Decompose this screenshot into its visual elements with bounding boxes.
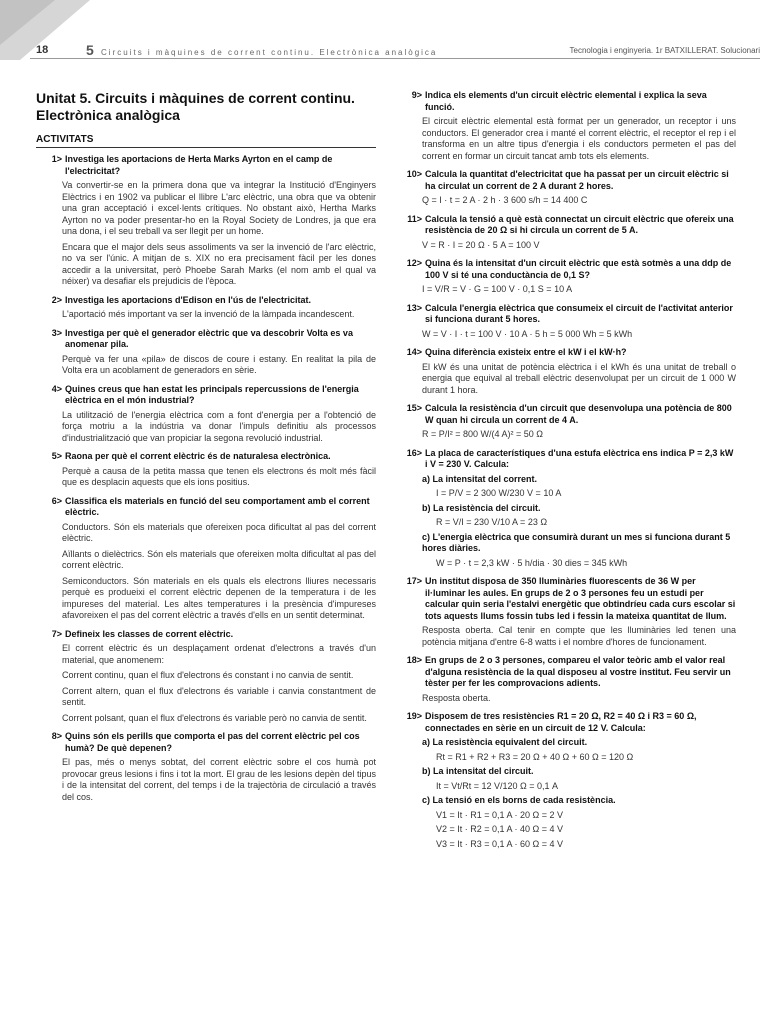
exercise-9 — [396, 90, 736, 162]
page-number: 18 — [36, 44, 49, 56]
exercise-number: 1> — [51, 154, 62, 164]
question — [396, 403, 736, 426]
exercise-number: 12> — [406, 258, 422, 268]
answer-paragraph: Aïllants o dielèctrics. Són els materials que ofereixen molta dificultat al pas del corrent elèctric. — [62, 548, 376, 570]
answer — [62, 410, 376, 445]
answer-paragraph: El pas, més o menys sobtat, del corrent elèctric sobre el cos humà pot provocar greus lesions i fins i tot la mort. El grau de les lesions depèn del tipus i de la intensitat del corrent, del temps i de la trajectòria de circulació a través del cos. — [62, 757, 376, 802]
equation: W = P · t = 2,3 kW · 5 h/dia · 30 dies = 345 kWh — [436, 557, 628, 568]
exercise-17 — [396, 576, 736, 648]
unit-title: Unitat 5. Circuits i màquines de corrent continu. Electrònica analògica — [36, 90, 355, 123]
answer-paragraph: El corrent elèctric és un desplaçament ordenat d'electrons a través d'un material, que anomenem: — [62, 643, 376, 665]
answer-paragraph: Resposta oberta. Cal tenir en compte que les lluminàries led tenen una potència mitjana d'entre 6-8 watts i el nombre d'hores de funcionament. — [422, 625, 736, 647]
equation: W = V · I · t = 100 V · 10 A · 5 h = 5 000 Wh = 5 kWh — [422, 328, 633, 339]
exercise-2 — [36, 295, 376, 321]
question-text: Classifica els materials en funció del seu comportament amb el corrent elèctric. — [65, 495, 370, 517]
exercise-15 — [396, 403, 736, 441]
answer — [422, 116, 736, 162]
question-text: Investiga les aportacions de Herta Marks Ayrton en el camp de l'electricitat? — [65, 154, 333, 176]
sub-question: a) La intensitat del corrent. — [422, 473, 538, 484]
answer-paragraph: El circuit elèctric elemental està format per un generador, un receptor i uns conductors. El generador crea i manté el corrent elèctric, el receptor el rep i el transforma en un altre tipus d'energia i els conductors permeten el pas del corrent en formar un circuit tancat amb tots els elements. — [422, 116, 736, 161]
sub-question: c) La tensió en els borns de cada resistència. — [422, 795, 616, 805]
question-text: Quina diferència existeix entre el kW i el kW·h? — [425, 347, 627, 357]
sub-question: c) L'energia elèctrica que consumirà durant un mes si funciona durant 5 hores diàries. — [422, 531, 731, 553]
exercise-number: 2> — [51, 294, 62, 305]
answer-paragraph: Corrent continu, quan el flux d'electrons és constant i no canvia de sentit. — [62, 670, 354, 680]
answer — [422, 625, 736, 648]
exercise-3 — [36, 328, 376, 377]
answer-paragraph: Va convertir-se en la primera dona que va integrar la Institució d'Enginyers Elèctrics i en 1902 va publicar el llibre L'arc elèctric, una obra que va obtenir una gran acceptació i excel·lents crítiques. No obstant això, Hertha Marks Ayrton no va poder presentar-ho en la Royal Society de Londres, ja que era una dona, i el seu treball va ser llegit per un home. — [62, 180, 376, 236]
exercise-number: 10> — [406, 169, 422, 179]
answer-paragraph: Perquè a causa de la petita massa que tenen els electrons és molt més fàcil que es desplacin aquests que els ions positius. — [62, 465, 376, 487]
answer — [62, 522, 376, 622]
answer-paragraph: La utilització de l'energia elèctrica com a font d'energia per a l'obtenció de força motriu a la indústria va donar l'impuls definitiu als processos d'industrialització que van propiciar la segona revolució industrial. — [62, 409, 376, 443]
question-text: Calcula l'energia elèctrica que consumeix el circuit de l'activitat anterior si funciona durant 5 hores. — [425, 302, 733, 324]
exercise-number: 18> — [406, 655, 422, 665]
question-text: Disposem de tres resistències R1 = 20 Ω, R2 = 40 Ω i R3 = 60 Ω, connectades en sèrie en un circuit de 12 V. Calcula: — [425, 711, 697, 733]
chapter-title: Circuits i màquines de corrent continu. Electrònica analògica — [101, 48, 438, 57]
exercise-11 — [396, 214, 736, 252]
answer-paragraph: Conductors. Són els materials que ofereixen poca dificultat al pas del corrent elèctric. — [62, 521, 376, 543]
question — [396, 576, 736, 622]
question-text: Calcula la quantitat d'electricitat que ha passat per un circuit elèctric si ha circulat un corrent de 2 A durant 2 hores. — [425, 169, 729, 191]
answer-paragraph: L'aportació més important va ser la invenció de la làmpada incandescent. — [62, 309, 355, 319]
right-column — [396, 90, 736, 857]
question-text: Calcula la tensió a què està connectat un circuit elèctric que ofereix una resistència de 20 Ω si hi circula un corrent de 5 A. — [425, 213, 734, 235]
question-text: Un institut disposa de 350 lluminàries fluorescents de 36 W per il·luminar les aules. En grups de 2 o 3 persones feu un estudi per calcular quin seria l'estalvi energètic que obtindríeu cada curs escolar si tots aquests llums fossin tubs led i fessin la mateixa quantitat de llum. — [425, 576, 736, 621]
exercise-8 — [36, 731, 376, 803]
question — [396, 711, 736, 734]
answer — [62, 757, 376, 803]
question — [396, 303, 736, 326]
question — [396, 214, 736, 237]
question — [396, 258, 736, 281]
question-text: Defineix les classes de corrent elèctric. — [65, 628, 234, 639]
exercise-18 — [396, 655, 736, 704]
answer — [62, 643, 376, 724]
exercise-7 — [36, 629, 376, 725]
question — [36, 731, 376, 754]
equation: R = V/I = 230 V/10 A = 23 Ω — [436, 517, 548, 527]
answer — [422, 693, 736, 705]
question-text: Investiga per què el generador elèctric que va descobrir Volta es va anomenar pila. — [65, 327, 353, 349]
book-title: Tecnologia i enginyeria. 1r BATXILLERAT. Solucionari — [569, 46, 760, 55]
question-text: Quins són els perills que comporta el pas del corrent elèctric pel cos humà? De què depenen? — [65, 731, 360, 753]
question-text: Quina és la intensitat d'un circuit elèctric que està sotmès a una ddp de 100 V si té una conductància de 0,1 S? — [425, 258, 732, 280]
question — [396, 90, 736, 113]
answer — [422, 362, 736, 397]
equation: V2 = It · R2 = 0,1 A · 40 Ω = 4 V — [436, 824, 564, 834]
equation: V = R · I = 20 Ω · 5 A = 100 V — [422, 239, 540, 250]
exercise-number: 3> — [51, 327, 62, 338]
exercise-number: 16> — [406, 447, 422, 458]
question — [396, 655, 736, 690]
section-title: ACTIVITATS — [36, 134, 376, 148]
question-text: Raona per què el corrent elèctric és de naturalesa electrònica. — [65, 451, 331, 461]
answer — [62, 466, 376, 489]
equation: I = P/V = 2 300 W/230 V = 10 A — [436, 488, 562, 498]
sub-question: b) La resistència del circuit. — [422, 502, 541, 513]
exercise-number: 17> — [406, 576, 422, 586]
question — [36, 295, 376, 307]
answer — [62, 180, 376, 288]
sub-question: b) La intensitat del circuit. — [422, 766, 534, 776]
question-text: Indica els elements d'un circuit elèctric elemental i explica la seva funció. — [425, 90, 707, 112]
question — [396, 448, 736, 471]
exercise-number: 5> — [51, 451, 62, 461]
exercise-4 — [36, 384, 376, 445]
equation: Q = I · t = 2 A · 2 h · 3 600 s/h = 14 400 C — [422, 195, 588, 205]
answer-paragraph: Perquè va fer una «pila» de discos de coure i estany. En realitat la pila de Volta era un acoblament de generadors en sèrie. — [62, 353, 376, 375]
exercise-number: 11> — [407, 213, 422, 224]
exercise-number: 6> — [51, 495, 62, 506]
answer — [62, 309, 376, 321]
exercise-number: 13> — [406, 302, 422, 313]
answer-paragraph: Semiconductors. Són materials en els quals els electrons lliures necessaris perquè es produeixi el corrent elèctric depenen de la temperatura i de les impureses del material. Les altes temperatures i la presència d'impureses afavoreixen el pas del corrent elèctric a través d'ells en un sentit determinat. — [62, 575, 376, 620]
answer-paragraph: Encara que el major dels seus assoliments va ser la invenció de l'arc elèctric, no va ser l'únic. A mitjan de s. XIX no era precisament fàcil per les dones accedir a la universitat, però Phoebe Sarah Marks (el nom amb el qual va néixer) va desafiar els prejudicis de l'època. — [62, 241, 376, 286]
exercise-number: 14> — [406, 347, 422, 357]
question — [396, 169, 736, 192]
equation: Rt = R1 + R2 + R3 = 20 Ω + 40 Ω + 60 Ω = 120 Ω — [436, 751, 634, 762]
equation: I = V/R = V · G = 100 V · 0,1 S = 10 A — [422, 284, 573, 294]
exercise-16 — [396, 448, 736, 570]
exercise-number: 8> — [51, 731, 62, 741]
exercise-13 — [396, 303, 736, 341]
exercise-14 — [396, 347, 736, 396]
question-text: En grups de 2 o 3 persones, compareu el valor teòric amb el valor real d'alguna resistència de la qual disposeu al vostre institut. Feu servir un tèster per fer les comprovacions adients. — [425, 655, 731, 688]
exercise-number: 15> — [406, 403, 422, 413]
header-divider — [30, 58, 760, 59]
question — [36, 629, 376, 641]
equation: V3 = It · R3 = 0,1 A · 60 Ω = 4 V — [436, 838, 564, 849]
question-text: Calcula la resistència d'un circuit que desenvolupa una potència de 800 W quan hi circula un corrent de 4 A. — [425, 403, 732, 425]
exercise-number: 19> — [406, 711, 422, 721]
exercise-5 — [36, 451, 376, 489]
answer — [62, 354, 376, 377]
chapter-number: 5 — [86, 42, 94, 58]
equation: R = P/I² = 800 W/(4 A)² = 50 Ω — [422, 429, 544, 439]
question-text: Quines creus que han estat les principals repercussions de l'energia elèctrica en el món industrial? — [65, 383, 359, 405]
exercise-number: 7> — [51, 628, 62, 639]
exercise-19 — [396, 711, 736, 850]
answer-paragraph: El kW és una unitat de potència elèctrica i el kWh és una unitat de treball o energia que equival al treball elèctric desenvolupat per un circuit de 1 000 W durant 1 hora. — [422, 361, 736, 395]
question — [36, 384, 376, 407]
exercise-6 — [36, 496, 376, 622]
question — [36, 451, 376, 463]
question — [36, 154, 376, 177]
exercise-10 — [396, 169, 736, 207]
question — [396, 347, 736, 359]
sub-question: a) La resistència equivalent del circuit. — [422, 737, 588, 747]
equation: V1 = It · R1 = 0,1 A · 20 Ω = 2 V — [436, 809, 564, 820]
exercise-12 — [396, 258, 736, 296]
exercise-number: 4> — [51, 383, 62, 394]
answer-paragraph: Corrent altern, quan el flux d'electrons és variable i canvia constantment de sentit. — [62, 685, 376, 707]
question-text: Investiga les aportacions d'Edison en l'ús de l'electricitat. — [65, 294, 311, 305]
answer-paragraph: Resposta oberta. — [422, 692, 491, 703]
question — [36, 328, 376, 351]
left-column — [36, 90, 376, 810]
equation: It = Vt/Rt = 12 V/120 Ω = 0,1 A — [436, 780, 559, 791]
exercise-number: 9> — [411, 90, 422, 100]
answer-paragraph: Corrent polsant, quan el flux d'electrons és variable però no canvia de sentit. — [62, 712, 367, 723]
exercise-1 — [36, 154, 376, 288]
chapter-header — [86, 42, 437, 58]
question-text: La placa de característiques d'una estufa elèctrica ens indica P = 2,3 kW i V = 230 V. Calcula: — [425, 447, 734, 469]
question — [36, 496, 376, 519]
